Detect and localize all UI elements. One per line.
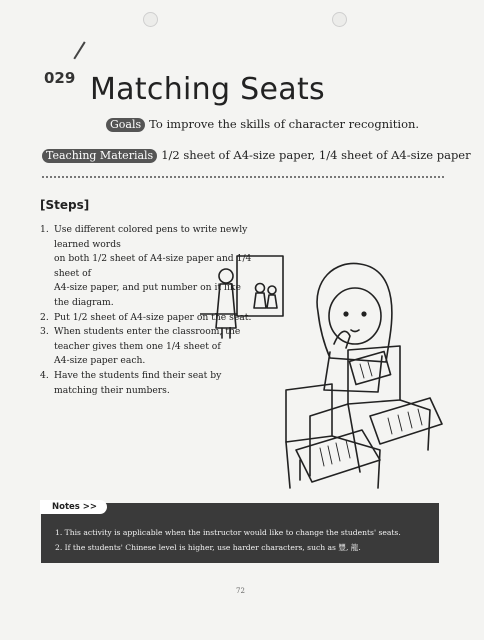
- goals-badge: Goals: [106, 118, 145, 132]
- materials-badge: Teaching Materials: [42, 149, 157, 163]
- classroom-illustration: [200, 240, 450, 490]
- page-number: 72: [236, 587, 245, 595]
- note-item: 2. If the students' Chinese level is higher, use harder characters, such as 豐, 龍.: [55, 543, 361, 552]
- materials-text: 1/2 sheet of A4-size paper, 1/4 sheet of A4-size paper: [161, 148, 471, 162]
- page-title: Matching Seats: [90, 72, 325, 107]
- step-item: 1. Use different colored pens to write newly learned words on both 1/2 sheet of A4-size paper and 1/4 sheet of A4-size paper, and put number on it like the diagram.: [40, 224, 252, 308]
- goals-text: To improve the skills of character recognition.: [149, 117, 420, 131]
- steps-heading: [Steps]: [40, 198, 90, 212]
- notes-box: [41, 503, 439, 563]
- notes-label: Notes >>: [40, 500, 107, 514]
- activity-number: 029: [44, 69, 76, 87]
- note-item: 1. This activity is applicable when the instructor would like to change the students' seats.: [55, 528, 401, 537]
- step-item: 3. When students enter the classroom, the teacher gives them one 1/4 sheet of A4-size paper each.: [40, 326, 241, 367]
- step-item: 2. Put 1/2 sheet of A4-size paper on the seat.: [40, 311, 252, 323]
- binder-hole-right: [332, 12, 347, 27]
- goals-row: [106, 117, 419, 132]
- dotted-divider: [42, 176, 444, 178]
- materials-row: [42, 148, 471, 163]
- binder-hole-left: [143, 12, 158, 27]
- title-slash: [73, 41, 85, 59]
- notes-list: [55, 525, 401, 555]
- step-item: 4. Have the students find their seat by matching their numbers.: [40, 369, 222, 396]
